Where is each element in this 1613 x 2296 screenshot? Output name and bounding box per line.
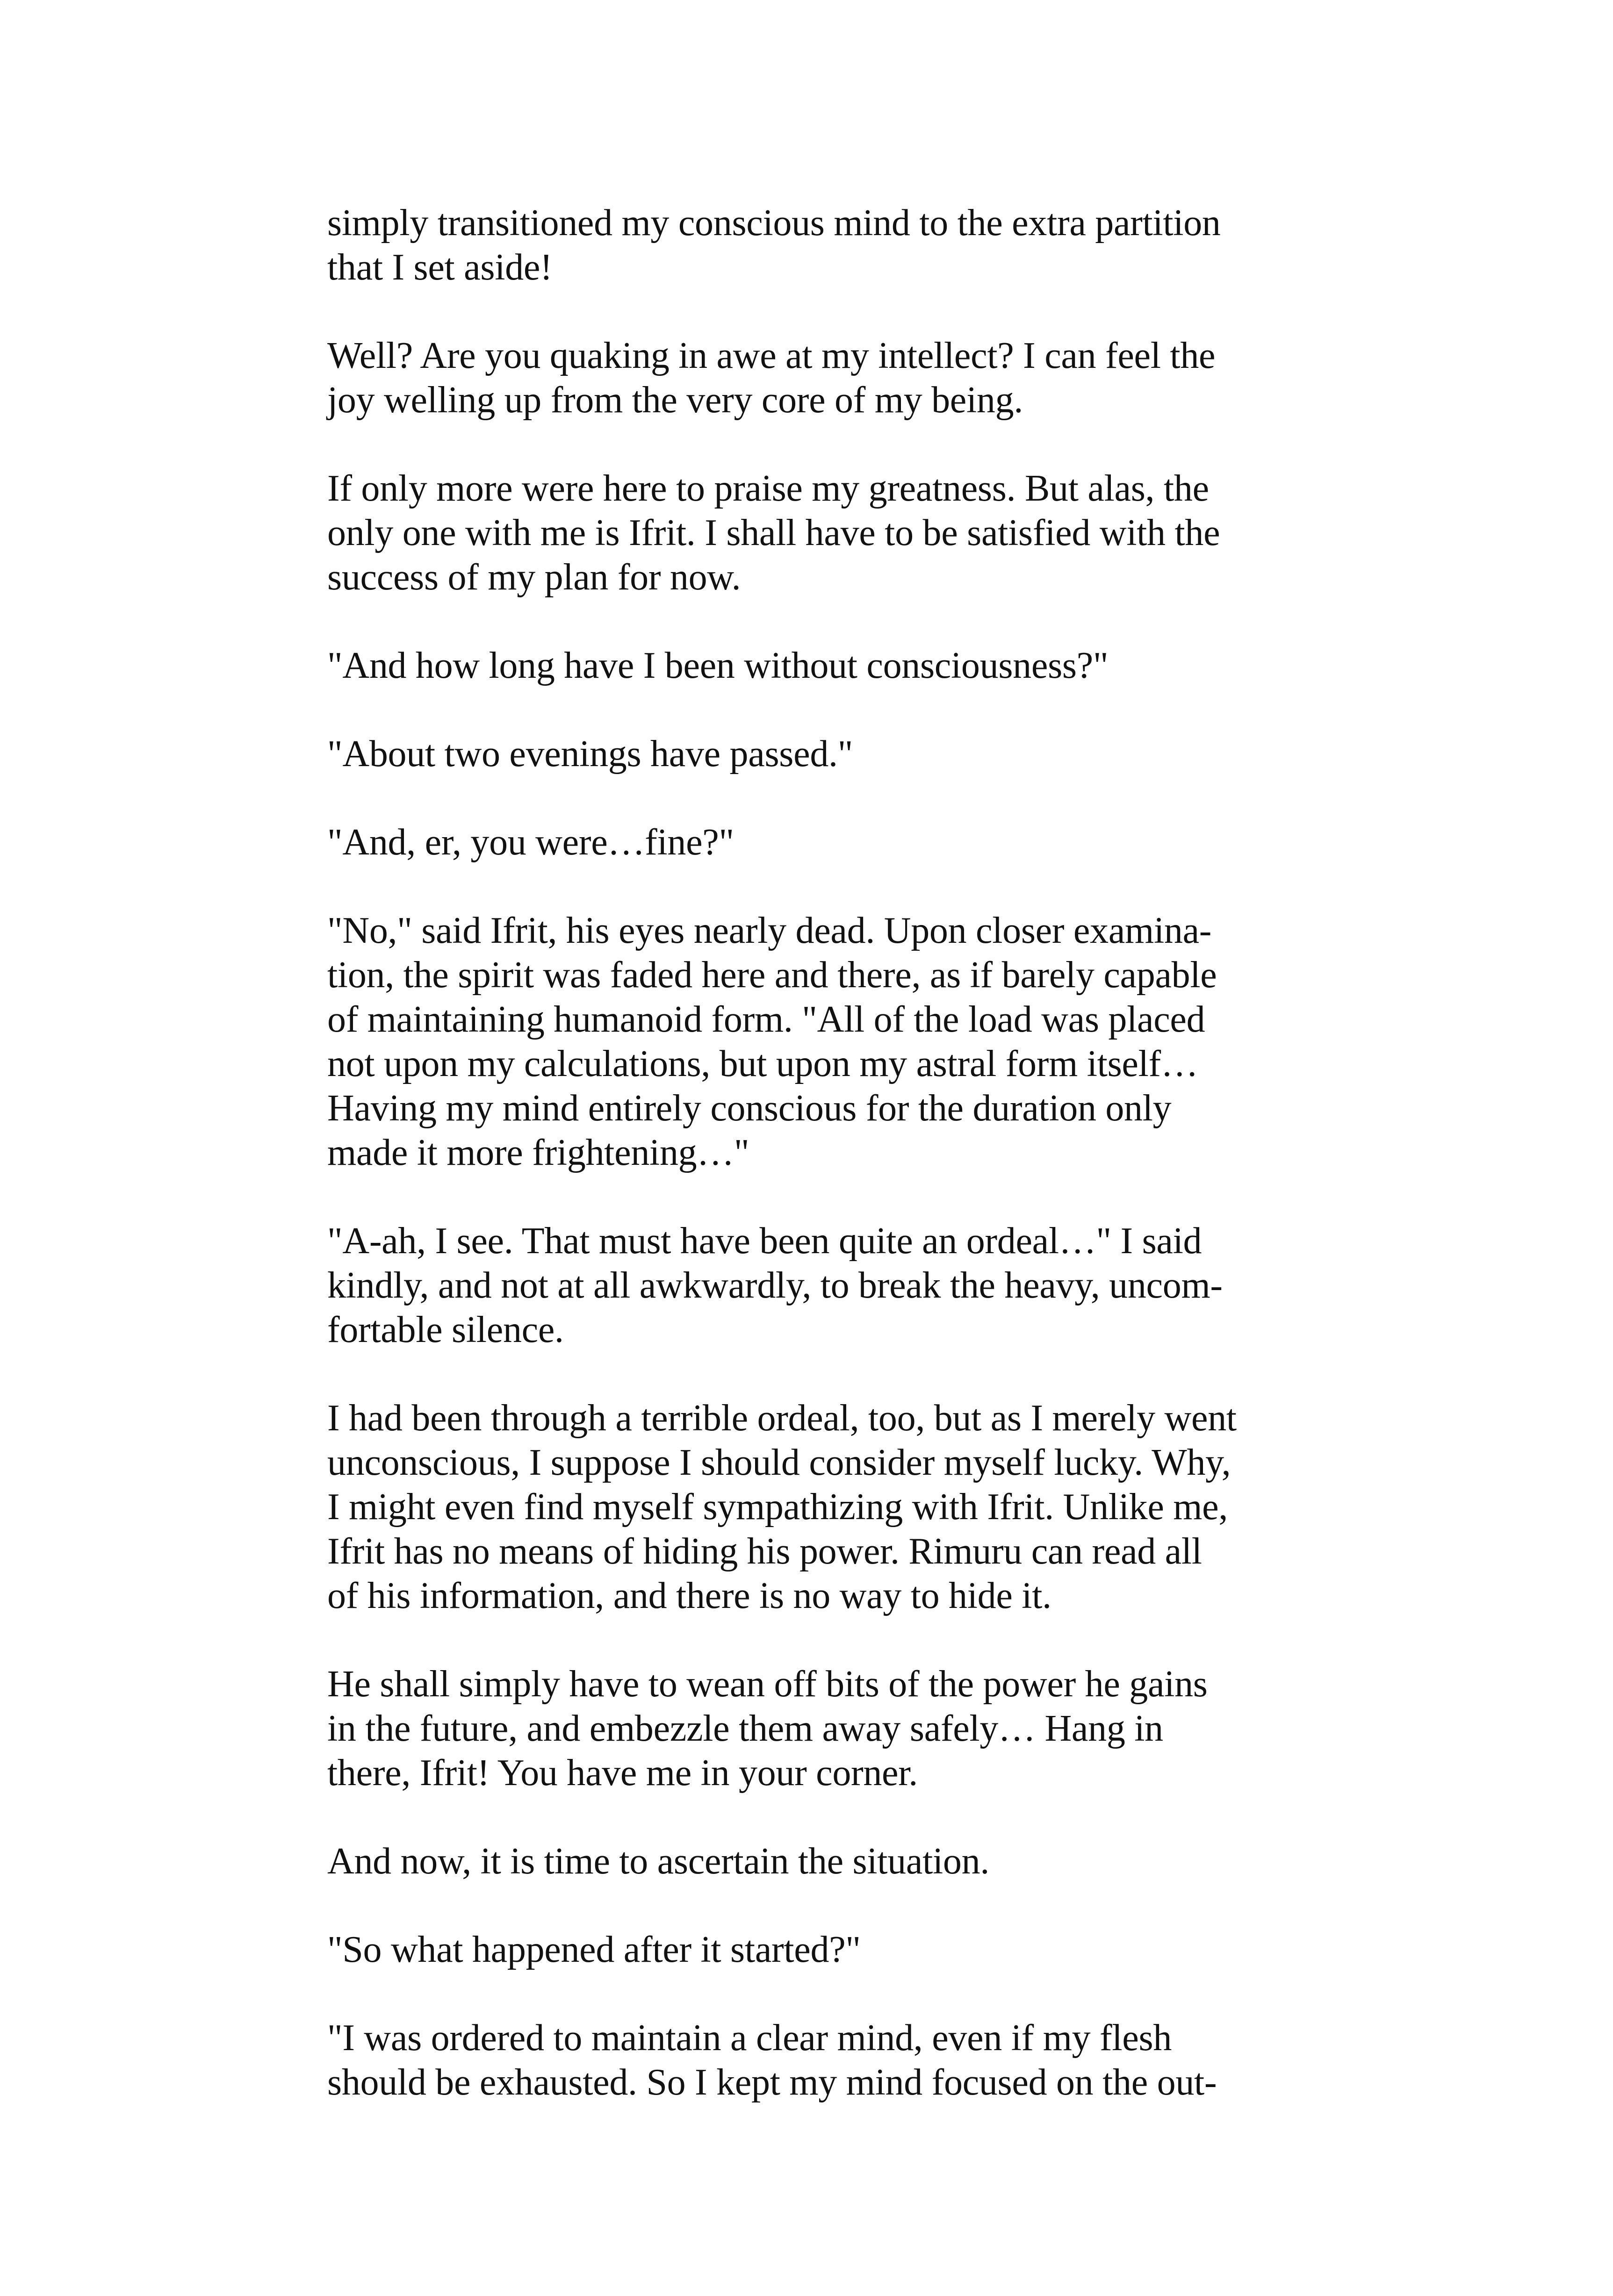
paragraph: "So what happened after it started?" xyxy=(327,1929,861,1970)
paragraph: "About two evenings have passed." xyxy=(327,733,853,775)
paragraph: Well? Are you quaking in awe at my intellect? I can feel the joy welling up from the very core of my being. xyxy=(327,335,1216,421)
paragraph: "And how long have I been without consciousness?" xyxy=(327,645,1109,686)
body-text xyxy=(327,201,1300,2105)
paragraph: And now, it is time to ascertain the situation. xyxy=(327,1841,990,1882)
paragraph: simply transitioned my conscious mind to the extra partition that I set aside! xyxy=(327,202,1221,288)
paragraph: I had been through a terrible ordeal, too, but as I merely went unconscious, I suppose I should consider myself lucky. Why, I might even find myself sympathizing with Ifrit. Unlike me, Ifrit has no means of hiding his power. Rimuru can read all of his information, and there is no way to hide it. xyxy=(327,1398,1237,1616)
paragraph: "No," said Ifrit, his eyes nearly dead. Upon closer examina- tion, the spirit was faded here and there, as if barely capable of maintaining humanoid form. "All of the load was placed not upon my calculations, but upon my astral form itself… Having my mind entirely conscious for the duration only made it more frightening…" xyxy=(327,910,1217,1173)
paragraph: "And, er, you were…fine?" xyxy=(327,822,734,863)
paragraph: If only more were here to praise my greatness. But alas, the only one with me is Ifrit. I shall have to be satisfied with the success of my plan for now. xyxy=(327,468,1220,598)
paragraph: "I was ordered to maintain a clear mind, even if my flesh should be exhausted. So I kept my mind focused on the out- xyxy=(327,2017,1217,2103)
paragraph: "A-ah, I see. That must have been quite an ordeal…" I said kindly, and not at all awkwardly, to break the heavy, uncom- fortable silence. xyxy=(327,1220,1223,1350)
paragraph: He shall simply have to wean off bits of the power he gains in the future, and embezzle them away safely… Hang in there, Ifrit! You have me in your corner. xyxy=(327,1664,1208,1794)
